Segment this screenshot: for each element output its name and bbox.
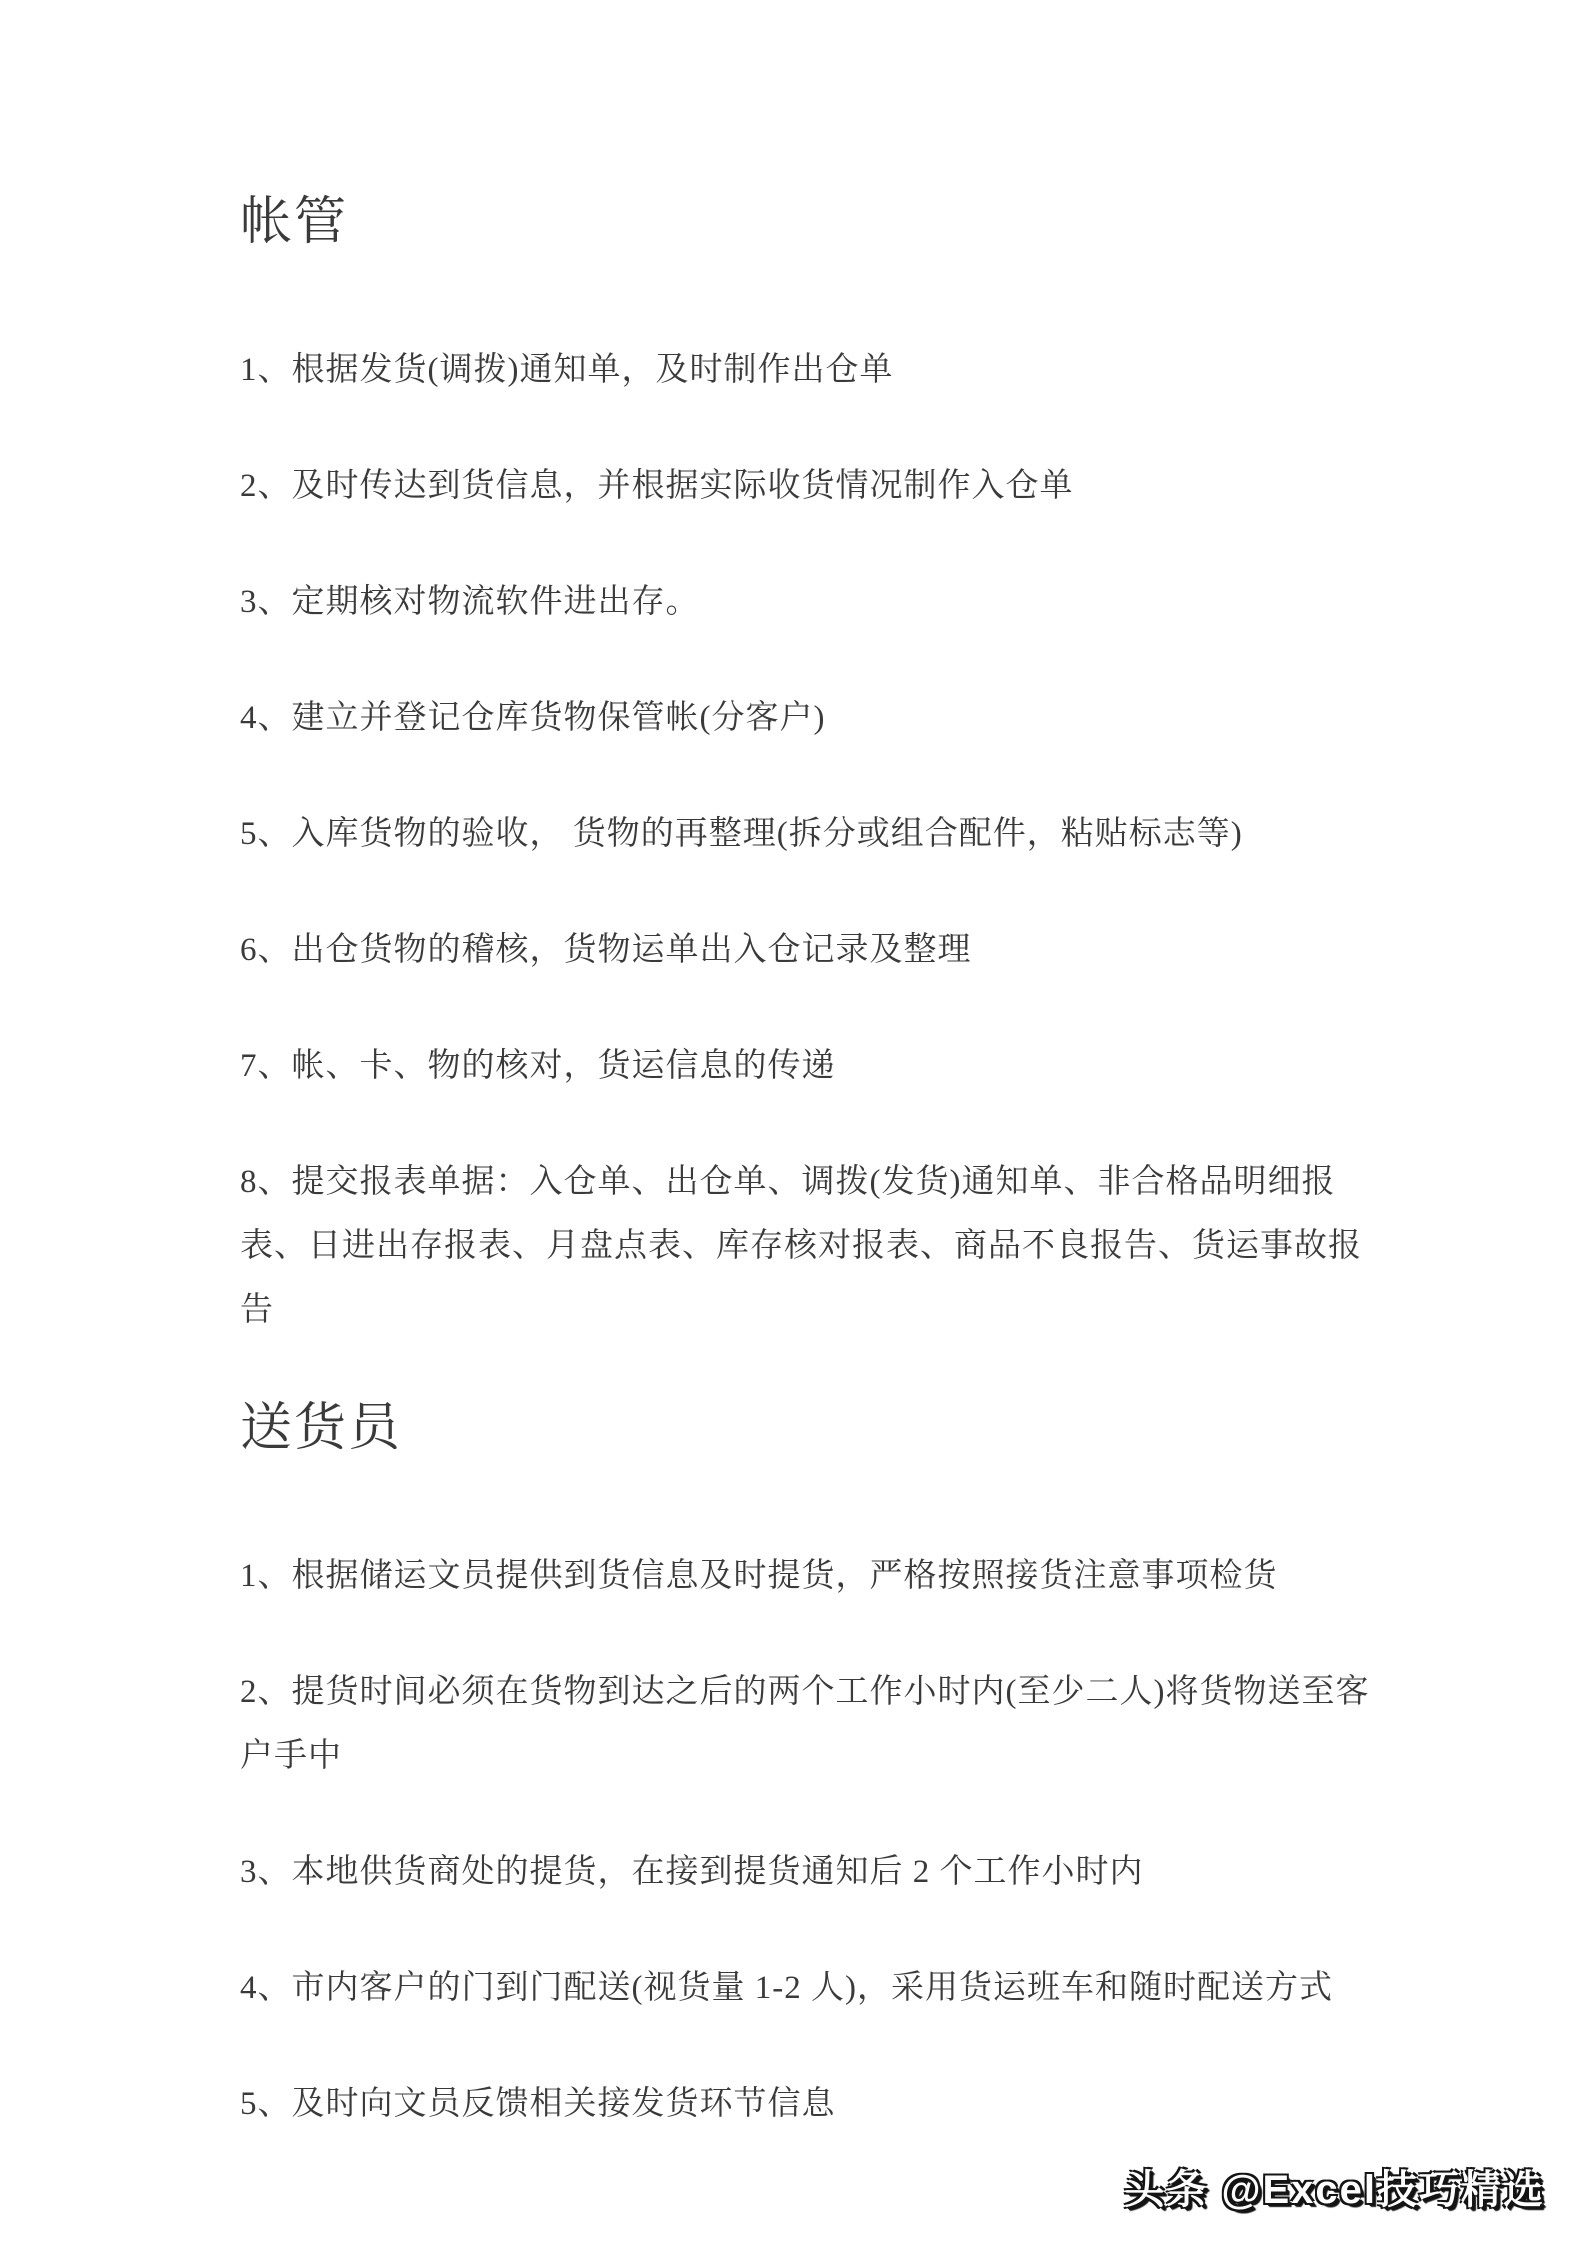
section-account-management	[240, 188, 1380, 1342]
watermark: 头条 @Excel技巧精选	[1124, 2168, 1545, 2212]
list-item: 1、根据发货(调拨)通知单，及时制作出仓单	[240, 352, 894, 388]
list-item: 3、定期核对物流软件进出存。	[240, 584, 700, 620]
list-item: 8、提交报表单据：入仓单、出仓单、调拨(发货)通知单、非合格品明细报表、日进出存报表、月盘点表、库存核对报表、商品不良报告、货运事故报告	[240, 1164, 1362, 1328]
section-heading: 帐管	[240, 194, 349, 251]
section-heading: 送货员	[240, 1400, 403, 1457]
list-item: 2、及时传达到货信息，并根据实际收货情况制作入仓单	[240, 468, 1074, 504]
section-delivery-person	[240, 1394, 1380, 2136]
section-item-list	[240, 1544, 1380, 2136]
section-item-list	[240, 338, 1380, 1342]
list-item: 5、及时向文员反馈相关接发货环节信息	[240, 2086, 836, 2122]
list-item: 5、入库货物的验收， 货物的再整理(拆分或组合配件，粘贴标志等)	[240, 816, 1243, 852]
list-item: 1、根据储运文员提供到货信息及时提货，严格按照接货注意事项检货	[240, 1558, 1278, 1594]
list-item: 3、本地供货商处的提货，在接到提货通知后 2 个工作小时内	[240, 1854, 1144, 1890]
list-item: 4、市内客户的门到门配送(视货量 1-2 人)，采用货运班车和随时配送方式	[240, 1970, 1333, 2006]
list-item: 6、出仓货物的稽核，货物运单出入仓记录及整理	[240, 932, 972, 968]
document-content	[240, 188, 1380, 2188]
list-item: 7、帐、卡、物的核对，货运信息的传递	[240, 1048, 836, 1084]
list-item: 2、提货时间必须在货物到达之后的两个工作小时内(至少二人)将货物送至客户手中	[240, 1674, 1370, 1774]
list-item: 4、建立并登记仓库货物保管帐(分客户)	[240, 700, 826, 736]
